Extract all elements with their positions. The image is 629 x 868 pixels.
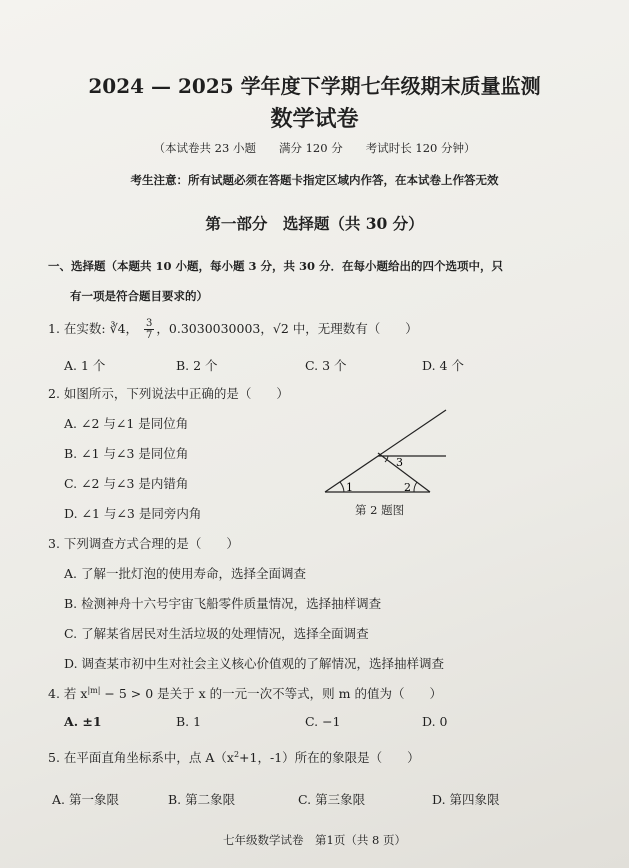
q4-option-c[interactable]: C. −1	[305, 714, 341, 729]
q1-mid: ，0.3030030003，	[156, 321, 273, 336]
exam-title: 2024 — 2025 学年度下学期七年级期末质量监测	[88, 74, 541, 98]
question-1-stem	[48, 318, 418, 341]
q5-option-c[interactable]: C. 第三象限	[298, 792, 366, 807]
fig-transversal-line	[325, 410, 446, 492]
q1-suffix: 中，无理数有（ ）	[288, 321, 418, 336]
q1-sep: ，	[125, 321, 139, 336]
q1-option-d[interactable]: D. 4 个	[422, 358, 464, 373]
fig-angle-1-arc	[340, 482, 344, 492]
q2-option-b[interactable]: B. ∠1 与∠3 是同位角	[64, 446, 189, 461]
q3-option-c[interactable]: C. 了解某省居民对生活垃圾的处理情况，选择全面调查	[64, 626, 369, 641]
page-footer: 七年级数学试卷 第1页（共 8 页）	[223, 833, 406, 847]
q1-option-c[interactable]: C. 3 个	[305, 358, 347, 373]
q4-post: − 5 > 0 是关于 x 的一元一次不等式，则 m 的值为（ ）	[100, 686, 442, 701]
q5-option-b[interactable]: B. 第二象限	[168, 792, 236, 807]
q1-prefix: 1. 在实数:	[48, 321, 106, 336]
question-3-stem: 3. 下列调查方式合理的是（ ）	[48, 536, 239, 551]
q4-option-d[interactable]: D. 0	[422, 714, 448, 729]
question-5-stem	[48, 748, 420, 766]
q1-option-a[interactable]: A. 1 个	[64, 358, 106, 373]
q2-option-a[interactable]: A. ∠2 与∠1 是同位角	[64, 416, 189, 431]
section-instruction-line1: 一、选择题（本题共 10 小题，每小题 3 分，共 30 分．在每小题给出的四个选项中，只	[48, 259, 504, 273]
q1-sqrt: √2	[272, 321, 289, 336]
section-instruction-line2: 有一项是符合题目要求的）	[70, 289, 208, 303]
part1-heading: 第一部分 选择题（共 30 分）	[205, 214, 424, 233]
question-4-stem	[48, 684, 442, 702]
exam-subtitle: 数学试卷	[270, 106, 359, 132]
q1-option-b[interactable]: B. 2 个	[176, 358, 218, 373]
q4-option-b[interactable]: B. 1	[176, 714, 202, 729]
q3-option-d[interactable]: D. 调查某市初中生对社会主义核心价值观的了解情况，选择抽样调查	[64, 656, 445, 671]
q2-figure-caption: 第 2 题图	[355, 503, 405, 517]
q4-option-a[interactable]: A. ±1	[64, 714, 102, 729]
q1-cube-root: ∛4	[109, 321, 126, 336]
q2-option-c[interactable]: C. ∠2 与∠3 是内错角	[64, 476, 189, 491]
exam-meta: （本试卷共 23 小题 满分 120 分 考试时长 120 分钟）	[153, 141, 476, 155]
q3-option-a[interactable]: A. 了解一批灯泡的使用寿命，选择全面调查	[64, 566, 306, 581]
q5-post: +1，-1）所在的象限是（ ）	[239, 750, 420, 765]
q5-option-a[interactable]: A. 第一象限	[52, 792, 119, 807]
q4-exponent: |m|	[87, 685, 101, 695]
q5-option-d[interactable]: D. 第四象限	[432, 792, 500, 807]
question-2-stem: 2. 如图所示，下列说法中正确的是（ ）	[48, 386, 289, 401]
q2-figure	[318, 405, 478, 505]
q5-exponent: 2	[233, 749, 240, 759]
q2-option-d[interactable]: D. ∠1 与∠3 是同旁内角	[64, 506, 202, 521]
fig-label-1: 1	[346, 481, 353, 494]
q1-fraction: $\frac{3}{7}$	[146, 318, 153, 341]
q5-pre: 5. 在平面直角坐标系中，点 A（x	[48, 750, 234, 765]
fig-angle-2-arc	[414, 482, 417, 492]
q3-option-b[interactable]: B. 检测神舟十六号宇宙飞船零件质量情况，选择抽样调查	[64, 596, 382, 611]
fig-label-3: 3	[396, 456, 403, 469]
fig-label-2: 2	[404, 481, 411, 494]
exam-notice: 考生注意：所有试题必须在答题卡指定区域内作答，在本试卷上作答无效	[130, 173, 499, 187]
q4-pre: 4. 若 x	[48, 686, 88, 701]
